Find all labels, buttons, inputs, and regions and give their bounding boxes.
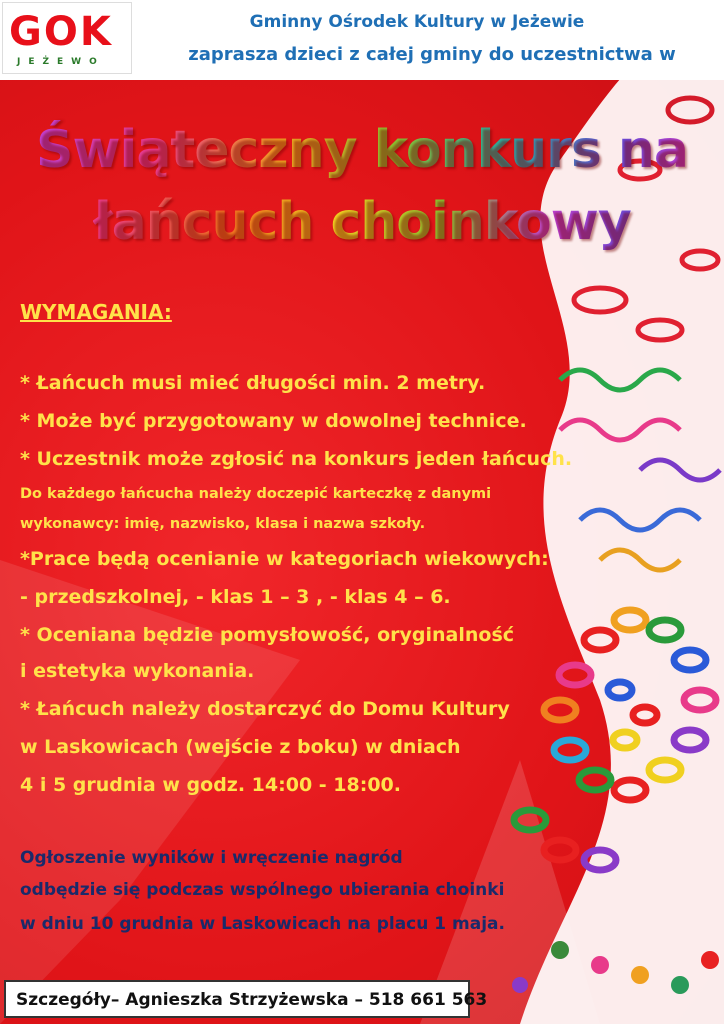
organizer-name: Gminny Ośrodek Kultury w Jeżewie [249,12,585,32]
summary-line: w dniu 10 grudnia w Laskowicach na placu 1 maja. [20,914,505,934]
requirement-line: i estetyka wykonania. [20,660,255,682]
requirement-line: Do każdego łańcucha należy doczepić karteczkę z danymi [20,486,492,502]
requirement-line: - przedszkolnej, - klas 1 – 3 , - klas 4 – 6. [20,586,451,608]
requirement-line: * Łańcuch musi mieć długości min. 2 metry. [20,372,486,394]
contact-text: Szczegóły– Agnieszka Strzyżewska – 518 661 563 [16,990,488,1010]
requirement-line: 4 i 5 grudnia w godz. 14:00 - 18:00. [20,774,401,796]
title-line-1-text: Świąteczny konkurs na [36,120,688,180]
logo-text: GOK [9,9,113,55]
requirement-line: w Laskowicach (wejście z boku) w dniach [20,736,461,758]
summary-line: Ogłoszenie wyników i wręczenie nagród [20,848,403,868]
logo-subtext: JEŻEWO [17,57,105,67]
requirement-line: *Prace będą ocenianie w kategoriach wiekowych: [20,548,549,570]
title-line-1 [0,120,724,180]
requirements-heading: WYMAGANIA: [20,300,172,324]
requirement-line: * Oceniana będzie pomysłowość, oryginalność [20,624,515,646]
title-line-2-text: łańcuch choinkowy [93,192,631,252]
requirement-line: wykonawcy: imię, nazwisko, klasa i nazwa szkoły. [20,516,426,532]
requirement-line: * Może być przygotowany w dowolnej technice. [20,410,527,432]
requirement-line: * Uczestnik może zgłosić na konkurs jeden łańcuch. [20,448,573,470]
contact-box [4,980,488,1018]
title-line-2 [0,192,724,252]
requirement-line: * Łańcuch należy dostarczyć do Domu Kultury [20,698,510,720]
invitation-text: zaprasza dzieci z całej gminy do uczestnictwa w [188,44,676,65]
summary-line: odbędzie się podczas wspólnego ubierania choinki [20,880,505,900]
